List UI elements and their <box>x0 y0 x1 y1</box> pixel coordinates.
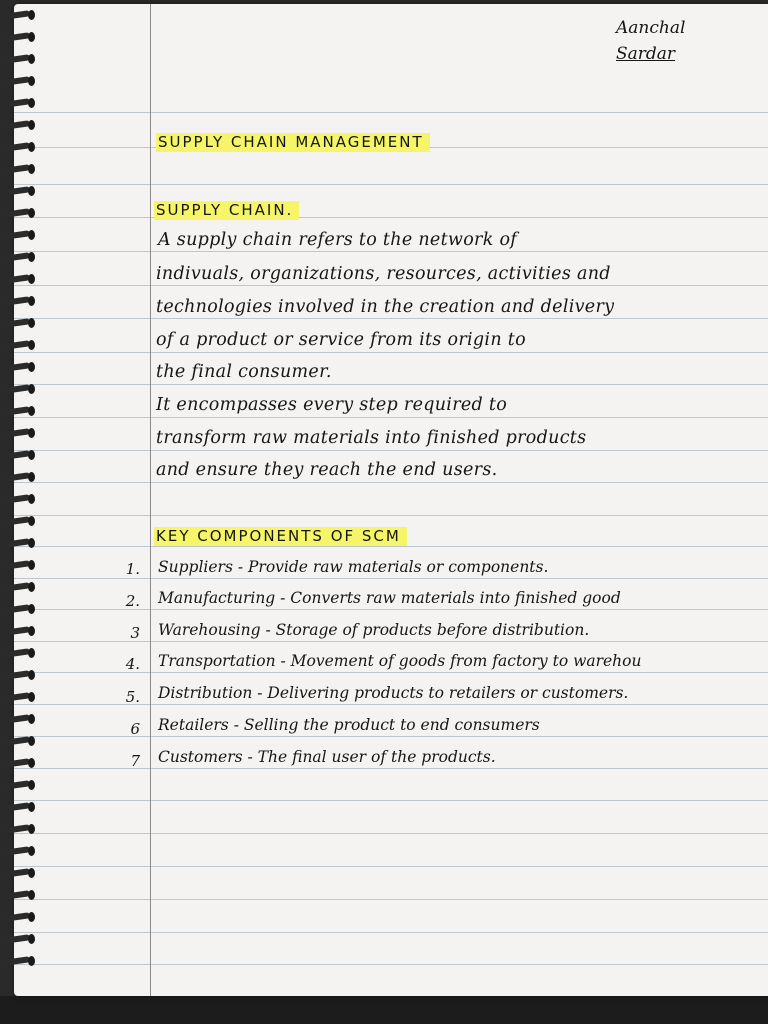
list-number: 4. <box>125 655 140 673</box>
spiral-coil <box>2 890 36 900</box>
spiral-coil <box>2 362 36 372</box>
spiral-coil <box>2 824 36 834</box>
spiral-coil <box>2 120 36 130</box>
spiral-coil <box>2 604 36 614</box>
list-item: Warehousing - Storage of products before distribution. <box>158 621 590 639</box>
spiral-coil <box>2 912 36 922</box>
spiral-coil <box>2 736 36 746</box>
paragraph-line: of a product or service from its origin to <box>156 330 526 350</box>
spiral-coil <box>2 296 36 306</box>
list-number: 3 <box>130 624 140 642</box>
ruled-line <box>14 578 768 579</box>
ruled-line <box>14 285 768 286</box>
spiral-coil <box>2 494 36 504</box>
spiral-coil <box>2 274 36 284</box>
ruled-line <box>14 546 768 547</box>
margin-line <box>150 4 151 996</box>
paragraph-line: the final consumer. <box>156 362 332 382</box>
paragraph-line: technologies involved in the creation and delivery <box>156 297 615 317</box>
ruled-line <box>14 184 768 185</box>
list-item: Suppliers - Provide raw materials or components. <box>158 558 549 576</box>
spiral-coil <box>2 164 36 174</box>
ruled-line <box>14 932 768 933</box>
spiral-coil <box>2 428 36 438</box>
title-highlight: SUPPLY CHAIN MANAGEMENT <box>156 133 430 152</box>
page-title <box>156 133 430 151</box>
section-heading-supply-chain: SUPPLY CHAIN. <box>154 201 299 219</box>
ruled-line <box>14 866 768 867</box>
paragraph-line: indivuals, organizations, resources, activities and <box>156 264 611 284</box>
spiral-coil <box>2 780 36 790</box>
spiral-coil <box>2 230 36 240</box>
spiral-coil <box>2 76 36 86</box>
spiral-coil <box>2 934 36 944</box>
ruled-line <box>14 417 768 418</box>
ruled-line <box>14 352 768 353</box>
ruled-line <box>14 450 768 451</box>
ruled-line <box>14 833 768 834</box>
notebook-page <box>14 4 768 996</box>
spiral-coil <box>2 450 36 460</box>
ruled-line <box>14 964 768 965</box>
list-number: 5. <box>125 688 140 706</box>
ruled-line <box>14 515 768 516</box>
spiral-coil <box>2 406 36 416</box>
list-item: Distribution - Delivering products to retailers or customers. <box>158 684 629 702</box>
spiral-coil <box>2 208 36 218</box>
list-number: 6 <box>130 720 140 738</box>
spiral-coil <box>2 846 36 856</box>
list-item: Customers - The final user of the products. <box>158 748 496 766</box>
list-item: Transportation - Movement of goods from factory to warehou <box>158 652 642 670</box>
spiral-coil <box>2 626 36 636</box>
spiral-coil <box>2 516 36 526</box>
spiral-coil <box>2 98 36 108</box>
ruled-line <box>14 112 768 113</box>
spiral-coil <box>2 10 36 20</box>
ruled-line <box>14 800 768 801</box>
background-surface <box>0 996 768 1024</box>
author-surname: Sardar <box>616 44 676 64</box>
paragraph-line: and ensure they reach the end users. <box>156 460 498 480</box>
paragraph-line: It encompasses every step required to <box>156 395 508 415</box>
spiral-coil <box>2 758 36 768</box>
spiral-coil <box>2 252 36 262</box>
spiral-coil <box>2 648 36 658</box>
spiral-coil <box>2 802 36 812</box>
list-item: Manufacturing - Converts raw materials into finished good <box>158 589 621 607</box>
spiral-coil <box>2 868 36 878</box>
spiral-coil <box>2 956 36 966</box>
paragraph-line: transform raw materials into finished products <box>156 428 587 448</box>
ruled-line <box>14 384 768 385</box>
spiral-coil <box>2 186 36 196</box>
ruled-line <box>14 318 768 319</box>
spiral-coil <box>2 538 36 548</box>
list-number: 1. <box>125 560 140 578</box>
spiral-coil <box>2 54 36 64</box>
spiral-coil <box>2 472 36 482</box>
spiral-coil <box>2 692 36 702</box>
list-number: 2. <box>125 592 140 610</box>
spiral-coil <box>2 670 36 680</box>
spiral-coil <box>2 384 36 394</box>
section-heading-key-components: KEY COMPONENTS OF SCM <box>154 527 407 545</box>
spiral-coil <box>2 340 36 350</box>
ruled-line <box>14 251 768 252</box>
spiral-coil <box>2 560 36 570</box>
spiral-coil <box>2 582 36 592</box>
list-item: Retailers - Selling the product to end consumers <box>158 716 540 734</box>
spiral-binding <box>2 10 36 990</box>
author-name: Aanchal <box>616 18 686 38</box>
spiral-coil <box>2 714 36 724</box>
spiral-coil <box>2 142 36 152</box>
paragraph-line: A supply chain refers to the network of <box>158 230 518 250</box>
ruled-line <box>14 482 768 483</box>
spiral-coil <box>2 318 36 328</box>
spiral-coil <box>2 32 36 42</box>
ruled-line <box>14 217 768 218</box>
list-number: 7 <box>130 752 140 770</box>
ruled-line <box>14 899 768 900</box>
